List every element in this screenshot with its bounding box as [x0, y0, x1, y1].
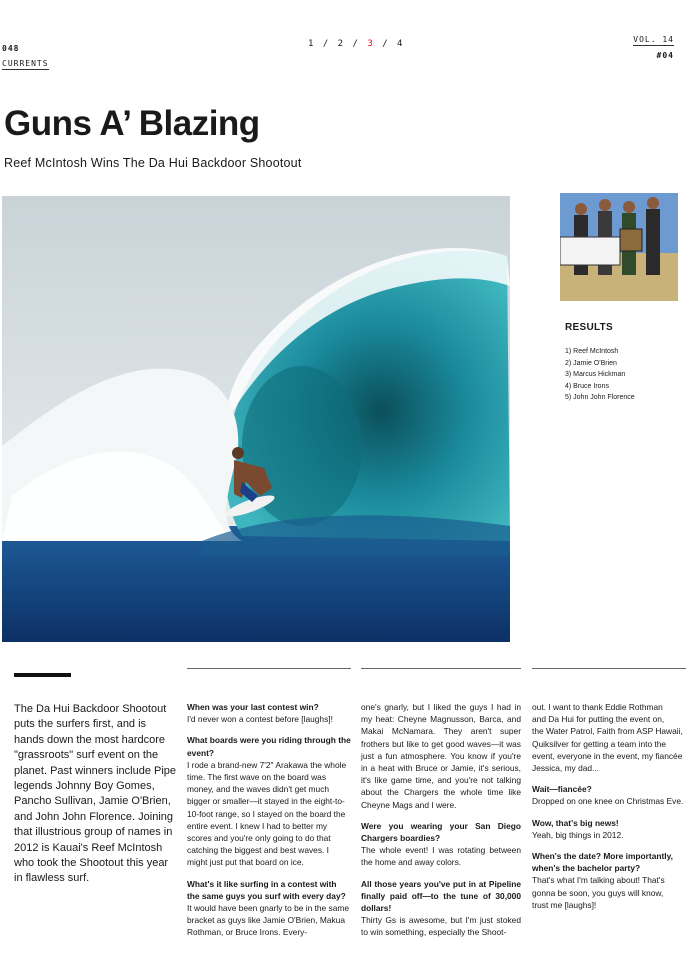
article-title: Guns A’ Blazing — [4, 104, 260, 143]
column-rule — [532, 668, 686, 669]
question: Wow, that's big news! — [532, 817, 619, 828]
answer-line: out. I want to thank Eddie Rothman — [532, 702, 663, 712]
page-number: 048 — [2, 44, 20, 53]
column-rule — [361, 668, 521, 669]
answer-line: and Da Hui for putting the event on, — [532, 714, 665, 725]
answer-line: That's what I'm talking about! That's — [532, 875, 665, 886]
column-rule — [187, 668, 351, 669]
answer-line: trust me [laughs]! — [532, 899, 597, 910]
answer: The whole event! I was rotating between the home and away colors. — [361, 845, 521, 868]
answer-line: gonna be soon, you guys will know, — [532, 887, 664, 898]
question: All those years you've put in at Pipeline finally paid off—to the tune of 30,000 dollars! — [361, 878, 521, 914]
pager-before: 1 / 2 / — [308, 39, 368, 49]
interview-column-1 — [187, 701, 351, 948]
question-line: When's the date? More importantly, — [532, 851, 673, 862]
hero-photo-surfer-barrel — [2, 196, 510, 642]
question: What's it like surfing in a contest with the same guys you surf with every day? — [187, 878, 346, 901]
answer: Dropped on one knee on Christmas Eve. — [532, 796, 684, 807]
answer-line: event, everyone in the event, my fiancée — [532, 750, 683, 761]
answer: It would have been gnarly to be in the same bracket as guys like Jamie O'Brien, Makua Rothman, or Bruce Irons. Every- — [187, 903, 350, 938]
volume-issue — [633, 35, 674, 60]
question: What boards were you riding through the event? — [187, 735, 351, 758]
interview-column-2 — [361, 701, 521, 948]
results-heading: RESULTS — [565, 322, 614, 333]
issue-label: #04 — [656, 51, 674, 60]
intro-paragraph: The Da Hui Backdoor Shootout puts the surfers first, and is hands down the most hardcore "grassroots" surf event on the planet. Past winners include Pipe legends Johnny Boy Gomes, Pancho Sullivan, Jamie O'Brien, and John John Florence. Joining that illustrious group of names in 2012 is Kauai's Reef McIntosh who took the Shootout this year in flawless surf. — [14, 703, 177, 885]
answer: one's gnarly, but I liked the guys I had in my heat: Cheyne Magnusson, Barca, and Makai McNamara. They aren't super frothers but like to get good waves—it was just a fun atmosphere. You know if you're in a heat with Bruce or Jamie, it's serious, it's like game time, and you're not talking about the Chargers the whole time like Cheyne Mags and I were. — [361, 702, 521, 810]
interview-column-3 — [532, 701, 686, 920]
podium-photo — [560, 193, 678, 301]
answer — [532, 701, 686, 774]
podium-illustration — [560, 193, 678, 301]
wave-illustration — [2, 196, 510, 642]
intro-accent-rule — [14, 673, 71, 677]
section-label: CURRENTS — [2, 59, 49, 68]
answer: Yeah, big things in 2012. — [532, 829, 624, 840]
question-line: when's the bachelor party? — [532, 863, 641, 874]
question: Wait—fiancée? — [532, 784, 592, 795]
result-item: 4) Bruce Irons — [565, 382, 609, 390]
page-pager — [308, 39, 404, 49]
question: When was your last contest win? — [187, 702, 319, 712]
answer-line: Jessica, my dad... — [532, 763, 600, 774]
answer: I'd never won a contest before [laughs]! — [187, 714, 333, 725]
pager-after: / 4 — [374, 39, 405, 49]
question: Were you wearing your San Diego Chargers boardies? — [361, 820, 521, 844]
result-item: 1) Reef McIntosh — [565, 348, 619, 355]
answer: Thirty Gs is awesome, but I'm just stoked to win something, especially the Shoot- — [361, 915, 521, 938]
result-item: 2) Jamie O'Brien — [565, 359, 617, 367]
pager-current: 3 — [367, 39, 375, 49]
article-subtitle: Reef McIntosh Wins The Da Hui Backdoor Shootout — [4, 156, 302, 170]
volume-label: VOL. 14 — [633, 35, 674, 44]
answer — [532, 874, 686, 911]
answer-line: Quiksilver for getting a team into the — [532, 738, 667, 749]
result-item: 5) John John Florence — [565, 394, 635, 402]
results-list — [565, 346, 635, 404]
question — [532, 850, 686, 874]
answer-line: the Water Patrol, Faith from ASP Hawaii, — [532, 726, 683, 737]
answer: I rode a brand-new 7'2" Arakawa the whole time. The first wave on the board was money, and the waves didn't get much bigger or smaller—it stayed in the eight-to-10-foot range, so I stayed on the board the entire event. I knew I had to better my scores and you're only going to do that catching the biggest and best waves. I might just put that board on ice. — [187, 759, 347, 868]
result-item: 3) Marcus Hickman — [565, 371, 626, 379]
